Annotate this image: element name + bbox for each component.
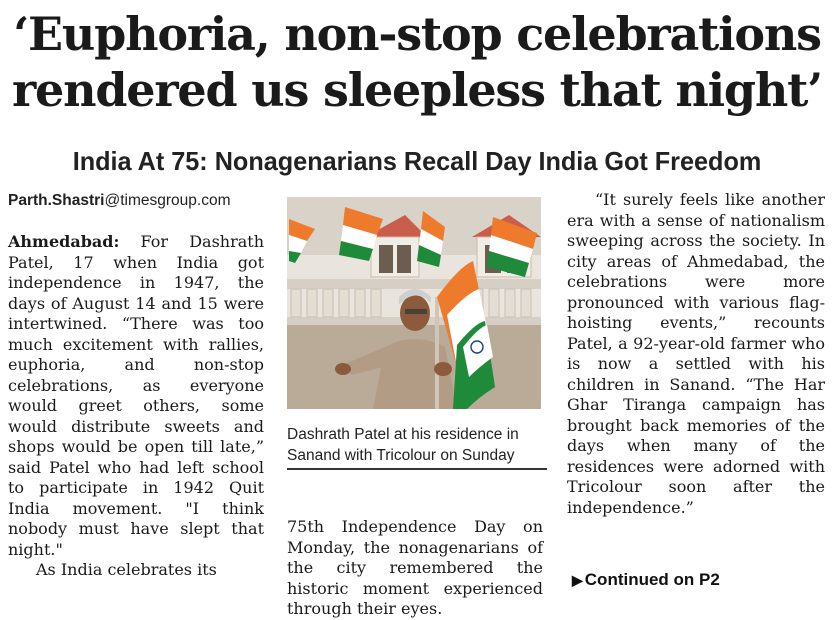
dateline: Ahmedabad:	[8, 232, 120, 251]
story-column-left	[8, 232, 264, 581]
story-column-right	[567, 190, 825, 518]
byline-domain: @timesgroup.com	[104, 192, 231, 209]
photo-caption: Dashrath Patel at his residence in Sanand with Tricolour on Sunday	[287, 426, 519, 464]
news-photo	[287, 197, 541, 409]
photo-illustration	[287, 197, 541, 409]
byline	[8, 192, 230, 210]
byline-name: Parth.Shastri	[8, 192, 105, 209]
caption-divider	[287, 468, 547, 470]
headline	[0, 6, 834, 118]
story-paragraph-2-start: As India celebrates its	[36, 560, 217, 579]
story-paragraph-1: For Dashrath Patel, 17 when India got independence in 1947, the days of August 14 and 15 were intertwined. “There was too much excitement with rallies, euphoria, and non-stop celebrations, as everyone would greet others, some would distribute sweets and shops would be open till late,” said Patel who had left school to participate in 1942 Quit India movement. "I think nobody must have slept that night."	[8, 232, 264, 559]
continued-label: Continued on P2	[584, 570, 720, 589]
story-paragraph-3: “It surely feels like another era with a sense of nationalism sweeping across the society. In city areas of Ahmedabad, the celebrations were more pronounced with various flag-hoisting events,” recounts Patel, a 92-year-old farmer who is now a settled with his children in Sanand. “The Har Ghar Tiranga campaign has brought back memories of the days when many of the residences were adorned with Tricolour soon after the independence.”	[567, 190, 825, 517]
headline-line-2: rendered us sleepless that night’	[12, 63, 822, 117]
story-column-middle: 75th Independence Day on Monday, the nonagenarians of the city remembered the historic moment experienced through their eyes.	[287, 517, 543, 618]
subheadline: India At 75: Nonagenarians Recall Day India Got Freedom	[72, 146, 762, 176]
continued-on-link[interactable]	[572, 570, 720, 590]
triangle-right-icon: ▶	[572, 572, 583, 588]
headline-line-1: ‘Euphoria, non-stop celebrations	[13, 7, 821, 61]
